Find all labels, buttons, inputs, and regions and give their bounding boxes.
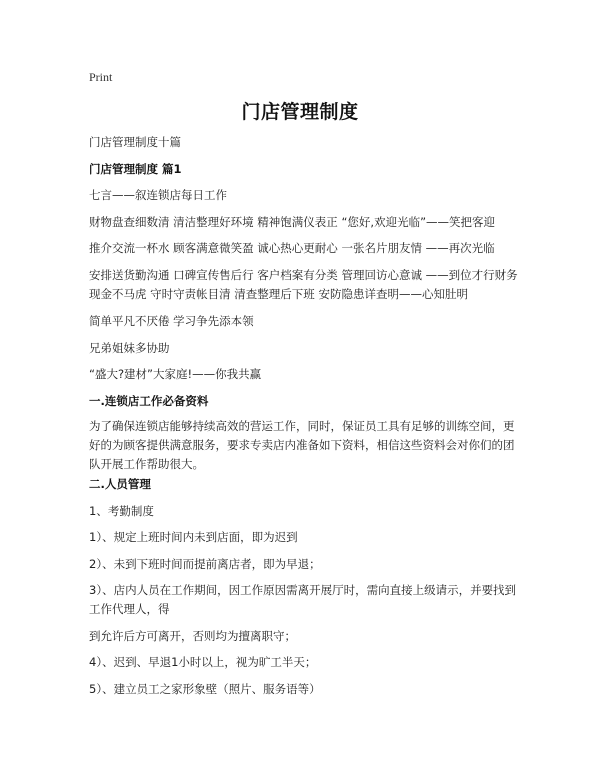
- poem-line: 财物盘查细数清 清洁整理好环境 精神饱满仪表正 “您好,欢迎光临”——笑把客迎: [89, 215, 496, 229]
- poem-line: 简单平凡不厌倦 学习争先添本领: [89, 314, 254, 328]
- poem-line: 安排送货勤沟通 口碑宣传售后行 客户档案有分类 管理回访心意诚 ——到位才行财务现金不马虎 守时守责帐目清 清查整理后下班 安防隐患详查明——心知肚明: [89, 268, 518, 301]
- part2-subheading: 1、考勤制度: [89, 504, 154, 518]
- part2-heading: 二.人员管理: [89, 477, 151, 491]
- poem-line: 推介交流一杯水 顾客满意微笑盈 诚心热心更耐心 一张名片朋友情 ——再次光临: [89, 241, 495, 255]
- part1-body: 为了确保连锁店能够持续高效的营运工作，同时，保证员工具有足够的训练空间，更好的为顾客提供满意服务，要求专卖店内准备如下资料，相信这些资料会对你们的团队开展工作帮助很大。: [89, 419, 515, 471]
- part1-heading: 一.连锁店工作必备资料: [89, 394, 209, 408]
- section-heading: 门店管理制度 篇1: [89, 162, 182, 176]
- rule-item: 3）、店内人员在工作期间，因工作原因需离开展厅时，需向直接上级请示，并要找到工作代理人，得: [89, 583, 517, 616]
- rule-item: 到允许后方可离开，否则均为擅离职守；: [89, 629, 296, 643]
- poem-line: 兄弟姐妹多协助: [89, 341, 170, 355]
- page-title: 门店管理制度: [241, 101, 359, 123]
- rule-item: 2）、未到下班时间而提前离店者，即为早退；: [89, 557, 321, 571]
- print-label[interactable]: Print: [89, 70, 113, 84]
- rule-item: 4）、迟到、早退1小时以上，视为旷工半天；: [89, 655, 317, 669]
- subtitle: 门店管理制度十篇: [89, 135, 181, 149]
- rule-item: 5）、建立员工之家形象壁（照片、服务语等）: [89, 682, 321, 696]
- poem-title: 七言——叙连锁店每日工作: [89, 188, 227, 202]
- poem-line: “盛大?建材”大家庭!——你我共赢: [89, 367, 262, 381]
- rule-item: 1）、规定上班时间内未到店面，即为迟到: [89, 530, 298, 544]
